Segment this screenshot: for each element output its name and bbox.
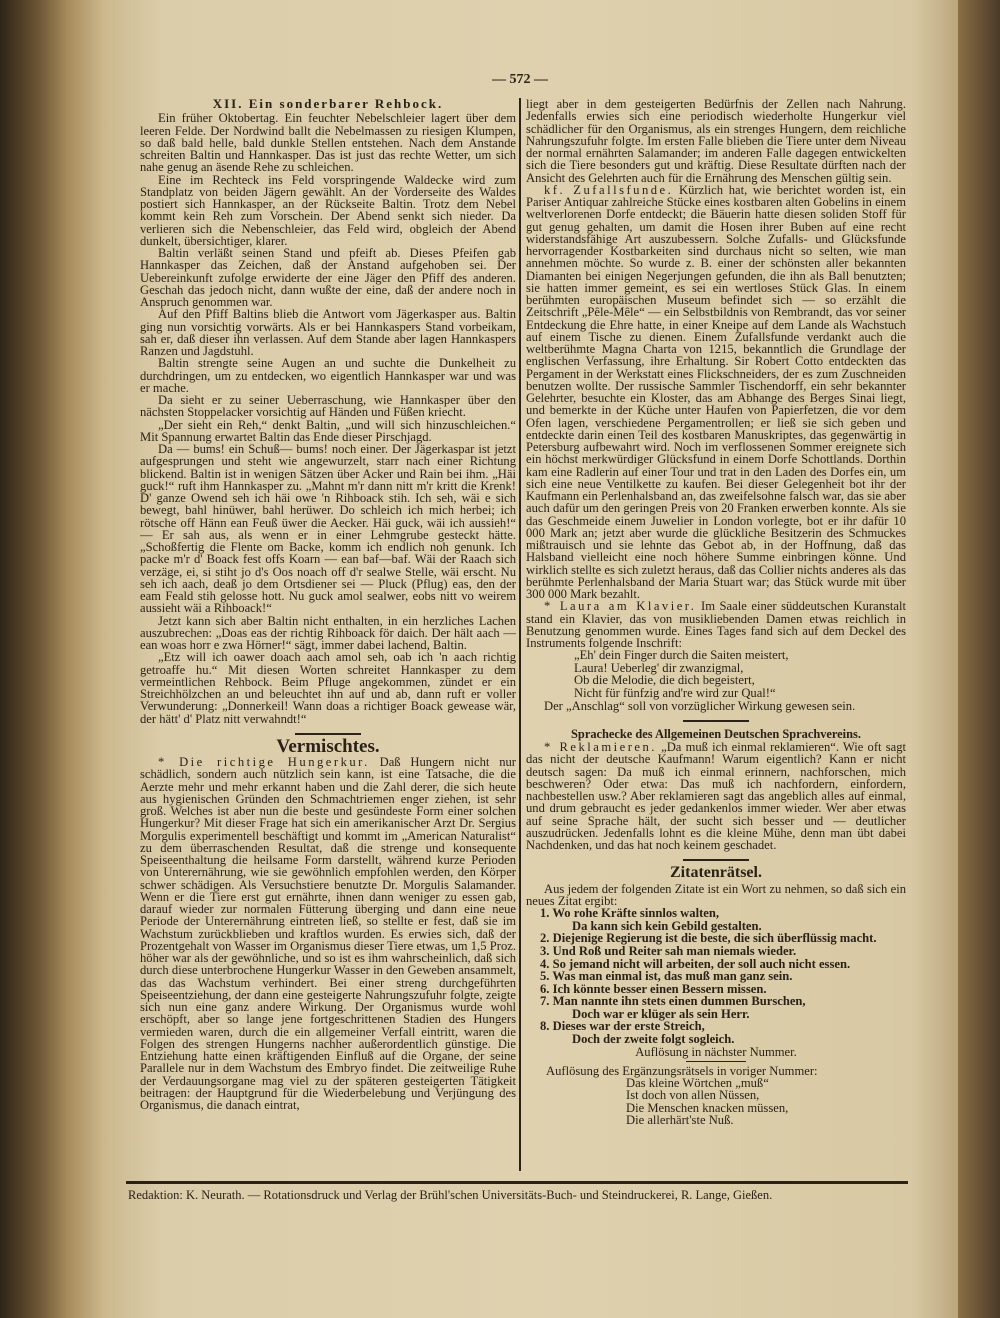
quote-list xyxy=(526,907,906,1046)
article-reklamieren xyxy=(526,741,906,851)
item-text: Da kann sich kein Gebild gestalten. xyxy=(572,918,762,933)
right-column xyxy=(526,98,906,1126)
sprachecke-title: Sprachecke des Allgemeinen Deutschen Sprachvereins. xyxy=(571,726,861,741)
item-number: 8. xyxy=(540,1019,550,1034)
story-paragraph: Eine im Rechteck ins Feld vorspringende Waldecke wird zum Standplatz von beiden Jägern gewählt. An der Vorderseite des Waldes postiert sich Hannkasper, an der Rückseite Baltin. Trotz dem Nebel kommt kein Reh zum Vorschein. Der Abend senkt sich nieder. Da verlieren sich die Nebenschleier, das Feld wird, obgleich der Abend dunkelt, übersichtiger, klarer. xyxy=(140,172,516,248)
item-text: Ich könnte besser einen Bessern missen. xyxy=(552,981,767,996)
section-title: Vermischtes. xyxy=(276,735,380,757)
item-text: Doch der zweite folgt sogleich. xyxy=(572,1032,735,1047)
article-continuation: liegt aber in dem gesteigerten Bedürfnis der Zellen nach Nahrung. Jedenfalls erwies sich eine periodisch wiederholte Hungerkur viel schädlicher für den Organismus, als ein strenges Hungern, dem reichliche Nahrungszufuhr folgte. Im ersten Falle blieben die Tiere unter dem Niveau der normal ernährten Salamander; im anderen Falle dagegen entwickelten sich die Tiere besonders gut und kräftig. Diese Resultate dürften nach der Ansicht des Gelehrten auch für die Ernährung des Menschen gültig sein. xyxy=(526,97,906,185)
story-paragraph: „Etz will ich oawer doach aach amol seh, oab ich 'n aach richtig getroaffe hu.“ Mit diesen Worten schreitet Hannkasper zu dem vermeintlichen Rehbock. Beim Pfluge angekommen, zündet er ein Streichhölzchen an und beleuchtet ihn auf und ab, dann ruft er voller Verwunderung: „Donnerkeil! Wann doas a richtiger Boack gewease wär, der hätt' d' Platz nitt verwahndt!“ xyxy=(140,650,516,726)
story-title: XII. Ein sonderbarer Rehbock. xyxy=(212,96,444,111)
article-lead: kf. Zufallsfunde. xyxy=(544,182,674,197)
section-divider xyxy=(683,859,749,861)
quote-item xyxy=(526,1020,906,1045)
item-number: 7. xyxy=(540,994,550,1009)
item-text: Wo rohe Kräfte sinnlos walten, xyxy=(552,906,720,921)
quote-item xyxy=(526,907,906,932)
article-text: Im Saale einer süddeutschen Kuranstalt stand ein Klavier, das von musikliebenden Damen etwas reichlich in Benutzung genommen wurde. Eines Tages fand sich auf dem Deckel des Instruments folgende Inschrift: xyxy=(526,599,906,650)
poem-line: Die Menschen knacken müssen, xyxy=(626,1100,789,1115)
section-divider xyxy=(295,733,361,735)
story-paragraph: Baltin verläßt seinen Stand und pfeift ab. Dieses Pfeifen gab Hannkasper das Zeichen, daß der Anstand aufgehoben sei. Der Uebereinkunft zufolge erwiderte der eine Jäger den Pfiff des anderen. Geschah das jedoch nicht, dann wußte der eine, daß der andere noch in Anspruch genommen war. xyxy=(140,246,516,309)
section-divider xyxy=(686,1061,746,1062)
article-text: Daß Hungern nicht nur schädlich, sondern auch nützlich sein kann, ist eine Tatsache, die die Aerzte mehr und mehr erkannt haben und die Zahl derer, die sich heute aus hygienischen Gründen den Schmachtriemen enger ziehen, ist sehr groß. Welches ist aber nun die beste und gesündeste Form einer solchen Hungerkur? Mit dieser Frage hat sich ein amerikanischer Arzt Dr. Sergius Morgulis experimentell beschäftigt und kommt im „American Naturalist“ zu dem überraschenden Resultat, daß die strenge und konsequente Speiseenthaltung die heilsame Form darstellt, während kurze Perioden von Unterernährung, wie sie gewöhnlich empfohlen werden, den Körper schwer schädigen. Als Versuchstiere benutzte Dr. Morgulis Salamander. Wenn er die Tiere erst gut ernährte, ihnen dann weniger zu essen gab, darauf wieder zur normalen Fütterung überging und dann eine neue Periode der Unterernährung eintreten ließ, so stellte er fest, daß sie im Wachstum zurückblieben und kraftlos wurden. Es erwies sich, daß der Prozentgehalt von Wasser im Organismus dieser Tiere etwas, um 1,5 Proz. höher war als der gewöhnliche, und so ist es ihm wahrscheinlich, daß sich durch diese unterbrochene Hungerkur Wasser in den Geweben ansammelt, das das Wachstum verhindert. Bei einer streng durchgeführten Speiseentziehung, der dann eine gesteigerte Nahrungszufuhr folgte, zeigte sich nun eine ganz andere Wirkung. Der Organismus wurde wohl erschöpft, aber so lange jene fortgeschrittenen Stadien des Hungers vermieden waren, durch die ein allgemeiner Verfall eintritt, waren die Folgen des strengen Hungerns nachher außerordentlich günstige. Die Entziehung hatte einen kräftigenden Einfluß auf die Organe, der seine Parallele nur in dem Wachstum des Embryo findet. Die zeitweilige Ruhe der Verdauungsorgane mag viel zu der späteren gesteigerten Tätigkeit beitragen: der Hauptgrund für die Wiederbelebung und Verjüngung des Organismus, die danach eintrat, xyxy=(140,755,517,1112)
previous-solution-poem xyxy=(626,1077,906,1126)
inscription-poem xyxy=(574,649,906,699)
article-closing: Der „Anschlag“ soll von vorzüglicher Wirkung gewesen sein. xyxy=(544,698,856,713)
article-lead: * Die richtige Hungerkur. xyxy=(158,755,370,769)
story-paragraph: Da sieht er zu seiner Ueberraschung, wie Hannkasper über den nächsten Stoppelacker vorsichtig auf Händen und Füßen kriecht. xyxy=(140,393,516,420)
item-number: 2. xyxy=(540,931,550,946)
article-lead: * Reklamieren. xyxy=(544,740,657,755)
poem-line: Die allerhärt'ste Nuß. xyxy=(626,1112,734,1127)
story-paragraph: Auf den Pfiff Baltins blieb die Antwort vom Jägerkasper aus. Baltin ging nun vorsichtig vorwärts. Als er bei Hannkaspers Stand vorbeikam, sah er, daß dieser ihn verlassen. Auf dem Stande aber lagen Hannkaspers Ranzen und Jagdstuhl. xyxy=(140,307,516,358)
item-number: 3. xyxy=(540,943,550,958)
poem-line: Ob die Melodie, die dich begeistert, xyxy=(574,673,755,688)
left-column xyxy=(140,98,516,1111)
previous-solution-title: Auflösung des Ergänzungsrätsels in voriger Nummer: xyxy=(546,1063,818,1078)
story-paragraph: Ein früher Oktobertag. Ein feuchter Nebelschleier lagert über dem leeren Felde. Der Nordwind ballt die Nebelmassen zu riesigen Klumpen, so daß bald helle, bald dunkle Stellen entstehen. Nach dem Anstande schreiten Baltin und Hannkasper. Das ist just das rechte Wetter, um sich nahe genug an äsende Rehe zu schleichen. xyxy=(140,111,516,175)
imprint-footer: Redaktion: K. Neurath. — Rotationsdruck und Verlag der Brühl'schen Universitäts-Buch- und Steindruckerei, R. Lange, Gießen. xyxy=(128,1188,773,1202)
story-paragraph: Da — bums! ein Schuß— bums! noch einer. Der Jägerkaspar ist jetzt aufgesprungen und steht wie angewurzelt, starr nach einer Richtung blickend. Baltin ist in wenigen Sätzen über Acker und Rain bei ihm. „Häi guck!“ ruft ihm Hannkasper zu. „Mahnt m'r dann nitt m'r kritt die Krenk! D' ganze Owend seh ich häi owe 'n Rihboack stih. Ich seh, wäi e sich bewegt, bahl hinüwer, bahl herüwer. Do schleich ich mich herbei; ich rötsche off Hänn ean Feuß üwer die Aecker. Häi guck, wäi ich aussieh!“ — Er sah aus, als wenn er in einer Lehmgrube gesteckt hätte. „Schoßfertig die Flente om Backe, komm ich endlich noh genunk. Ich packe m'r d' Boack fest offs Koarn — ean baf—baf. Wäi der Raach sich verzäge, ei, si stiht jo d's Oos noach off d'r sealwe Stelle, wäi erscht. Nu seh ich aach, deaß jo dem Ortsdiener sei — Pluck (Pflug) eas, den der eam Feald stih gelosse hott. Nu guck amol sealwer, eobs nitt vo weirem aussieht wäi a Rihboack!“ xyxy=(140,442,516,616)
item-text: Man nannte ihn stets einen dummen Burschen, xyxy=(552,994,806,1009)
item-number: 6. xyxy=(540,981,550,996)
item-text: So jemand nicht will arbeiten, der soll auch nicht essen. xyxy=(552,956,851,971)
article-text: Kürzlich hat, wie berichtet worden ist, ein Pariser Antiquar zahlreiche Stücke eines kostbaren alten Gobelins in einem weltverlorenen Dorfe entdeckt; die Bäuerin hatte diesen soliden Stoff für gut genug gehalten, um damit die Hosen ihrer Buben auf eine recht widerstandsfähige Art auszubessern. Solche Zufalls- und Glücksfunde hervorragender Kostbarkeiten sind durchaus nicht so selten, wie man annehmen möchte. So wurde z. B. einer der schönsten aller bekannten Diamanten bei einigen Negerjungen gefunden, die ihn als Ball benutzten; sie hatten immer gemeint, es sei ein wertloses Stück Glas. In einem berühmten europäischen Museum befindet sich — so erzählt die Zeitschrift „Pêle-Mêle“ — ein Selbstbildnis von Rembrandt, das vor seiner Entdeckung die Ehre hatte, in einer Kneipe auf dem Lande als Wachstuch auf einem Tische zu dienen. Einem Zufallsfunde verdankt auch die weltberühmte Magna Charta von 1215, bekanntlich die Grundlage der englischen Verfassung, ihre Erhaltung. Sir Robert Cotto entdeckten das Pergament in der Werkstatt eines Flickschneiders, der es zum Zuschneiden benutzen wollte. Der russische Sammler Tischendorff, ein sehr bekannter Gelehrter, besuchte ein Kloster, das am Abhange des Berges Sinai liegt, und bemerkte in der Küche unter Haufen von Papierfetzen, die vor dem Ofen lagen, verschiedene Pergamentrollen; er ließ sie sich geben und entdeckte darin einen Teil des kostbaren Manuskriptes, das gegenwärtig in Petersburg aufbewahrt wird. Noch im verflossenen Sommer ereignete sich ein höchst merkwürdiger Glücksfund in einem Dorfe Schottlands. Dorthin kam eine Radlerin auf einer Tour und trat in den Laden des Dorfes ein, um sich eine neue Ventilkette zu kaufen. Bei dieser Gelegenheit bot ihr der Kaufmann ein Perlenhalsband an, das zweifelsohne falsch war, das sie aber auch dafür um den geringen Preis von 20 Franken erwerben konnte. Als sie das Geschmeide einem Juwelier in London vorlegte, bot er ihr dafür 10 000 Mark an; jetzt aber wurde die glückliche Besitzerin des Schmuckes mißtrauisch und sie lehnte das Gebot ab, in der Hoffnung, daß das Halsband vielleicht eine noch höhere Summe einbringen könne. Und wirklich stellte es sich zuletzt heraus, daß das Collier nichts anderes als das berühmte Perlenhalsband der Maria Stuart war; das Stück wurde mit über 300 000 Mark bezahlt. xyxy=(526,182,906,601)
article-text: „Da muß ich einmal reklamieren“. Wie oft sagt das nicht der deutsche Kaufmann! Warum eigentlich? Kann er nicht deutsch sagen: Da muß ich einmal erinnern, nachforschen, mich beschweren? Oder etwa: Das muß ich nachfordern, einfordern, nachbestellen usw.? Aber reklamieren sagt das angeblich alles auf einmal, und drum gebraucht es jeder gedankenlos immer wieder. Wer aber etwas auf seine Sprache hält, der sucht sich besser und — deutlicher auszudrücken. Jedenfalls lohnt es die kleine Mühe, denn man übt dabei Nachdenken, und das hat noch keinem geschadet. xyxy=(526,740,906,853)
item-text: Was man einmal ist, das muß man ganz sein. xyxy=(552,969,793,984)
item-text: Doch war er klüger als sein Herr. xyxy=(572,1006,750,1021)
binding-page-edges xyxy=(0,0,125,1318)
item-text: Dieses war der erste Streich, xyxy=(552,1019,705,1034)
poem-line: Ist doch von allen Nüssen, xyxy=(626,1088,760,1103)
item-number: 1. xyxy=(540,906,550,921)
article-zufallsfunde xyxy=(526,184,906,601)
poem-line: Nicht für fünfzig and're wird zur Qual!“ xyxy=(574,686,776,701)
item-number: 4. xyxy=(540,956,550,971)
article-laura xyxy=(526,600,906,649)
section-divider xyxy=(683,720,749,722)
poem-line: Laura! Ueberleg' dir zwanzigmal, xyxy=(574,660,744,675)
footer-rule xyxy=(126,1181,908,1184)
story-paragraph: Jetzt kann sich aber Baltin nicht enthalten, in ein herzliches Lachen auszubrechen: „Doas eas der richtig Rihboack för daich. Der hält aach — ean woas horr e zwa Hörner!“ sägt, immer dabei lachend, Baltin. xyxy=(140,613,516,652)
item-text: Diejenige Regierung ist die beste, die sich überflüssig macht. xyxy=(552,931,877,946)
quote-item xyxy=(526,995,906,1020)
article-lead: * Laura am Klavier. xyxy=(544,599,697,614)
item-number: 5. xyxy=(540,969,550,984)
solution-note: Auflösung in nächster Nummer. xyxy=(635,1044,797,1059)
article-hungerkur xyxy=(140,756,516,1111)
poem-line: Das kleine Wörtchen „muß“ xyxy=(626,1076,769,1091)
page-number: — 572 — xyxy=(492,72,548,87)
poem-line: „Eh' dein Finger durch die Saiten meistert, xyxy=(574,648,789,663)
column-divider xyxy=(519,98,521,1171)
raetsel-title: Zitatenrätsel. xyxy=(670,864,762,882)
raetsel-intro: Aus jedem der folgenden Zitate ist ein Wort zu nehmen, so daß sich ein neues Zitat ergibt: xyxy=(526,881,906,908)
item-text: Und Roß und Reiter sah man niemals wieder. xyxy=(552,943,797,958)
page-right-edge xyxy=(958,0,1000,1318)
story-paragraph: Baltin strengte seine Augen an und suchte die Dunkelheit zu durchdringen, um zu entdecken, wo eigentlich Hannkasper war und was er mache. xyxy=(140,356,516,395)
story-paragraph: „Der sieht ein Reh,“ denkt Baltin, „und will sich hinzuschleichen.“ Mit Spannung erwartet Baltin das Ende dieser Pirschjagd. xyxy=(140,417,516,444)
